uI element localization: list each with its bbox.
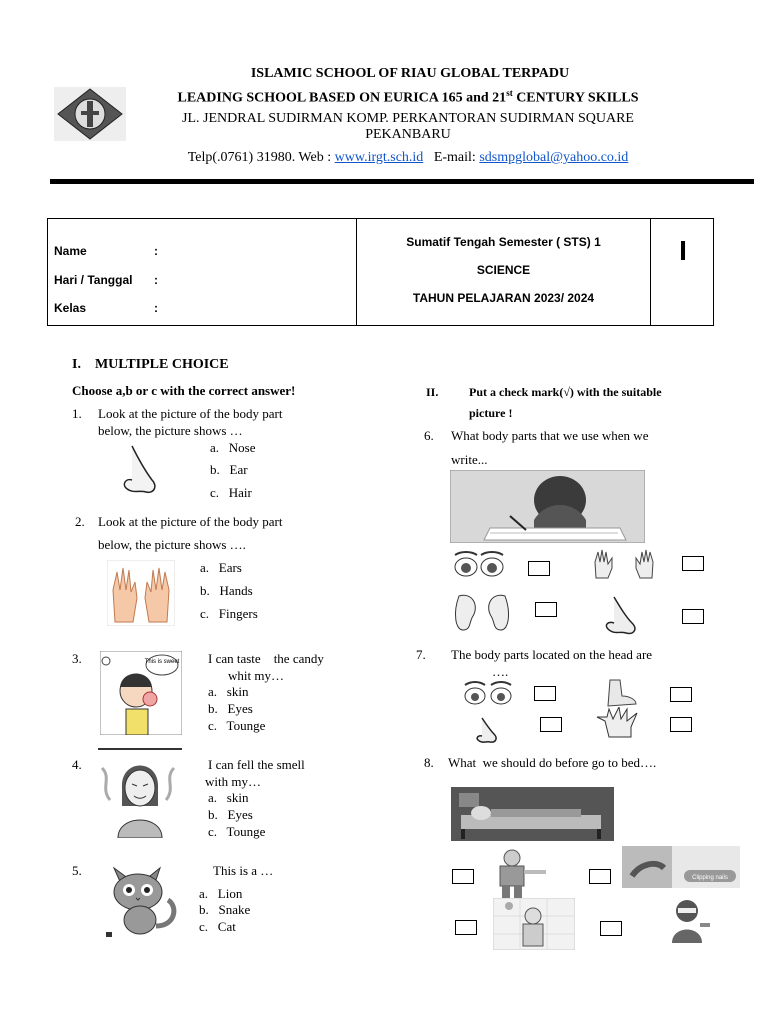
- q2-option-c[interactable]: c. Fingers: [200, 606, 258, 621]
- q1-number: 1.: [72, 406, 82, 421]
- q1-option-b[interactable]: b. Ear: [210, 462, 248, 477]
- class-label: Kelas: [54, 301, 87, 315]
- address-line1: JL. JENDRAL SUDIRMAN KOMP. PERKANTORAN SUDIRMAN SQUARE: [182, 111, 634, 126]
- q4-line2: with my…: [205, 774, 261, 789]
- email-label: E-mail:: [433, 150, 480, 165]
- section2-title-line2: picture !: [469, 406, 513, 420]
- nose-picture-7: [474, 716, 504, 746]
- q8-line1: What we should do before go to bed….: [448, 755, 657, 770]
- q7-checkbox-eyes[interactable]: [534, 686, 556, 701]
- q3-number: 3.: [72, 651, 82, 666]
- q4-option-c[interactable]: c. Tounge: [208, 824, 266, 839]
- subject-title: SCIENCE: [476, 263, 531, 277]
- q3-option-a[interactable]: a. skin: [208, 684, 249, 699]
- q5-option-a[interactable]: a. Lion: [199, 886, 243, 901]
- sleeping-picture: [451, 787, 614, 841]
- q6-line1: What body parts that we use when we: [451, 428, 649, 443]
- clipping-nails-label: Clipping nails: [692, 875, 728, 881]
- q1-option-c[interactable]: c. Hair: [210, 485, 252, 500]
- school-tagline: [120, 88, 696, 107]
- eyes-picture-7: [463, 680, 513, 710]
- q7-checkbox-foot[interactable]: [670, 687, 692, 702]
- q6-checkbox-ears[interactable]: [535, 602, 557, 617]
- tagline-main: LEADING SCHOOL BASED ON EURICA 165 and 21: [177, 90, 507, 106]
- q2-number: 2.: [75, 514, 85, 529]
- q1-line2: below, the picture shows …: [98, 423, 243, 438]
- q4-option-b[interactable]: b. Eyes: [208, 807, 253, 822]
- q3-option-b[interactable]: b. Eyes: [208, 701, 253, 716]
- name-label: Name: [54, 244, 87, 258]
- header-divider: [50, 179, 754, 184]
- section1-instruction: Choose a,b or c with the correct answer!: [72, 383, 296, 398]
- q1-line1: Look at the picture of the body part: [98, 406, 283, 421]
- girl-candy-picture: [100, 651, 182, 735]
- web-link[interactable]: www.irgt.sch.id: [334, 150, 424, 165]
- boy-shower-picture: [493, 898, 575, 950]
- tagline-end: CENTURY SKILLS: [512, 90, 639, 106]
- q5-option-b[interactable]: b. Snake: [199, 902, 251, 917]
- q2-option-a[interactable]: a. Ears: [200, 560, 242, 575]
- student-info-box: [47, 218, 714, 326]
- q6-number: 6.: [424, 428, 434, 443]
- boy-writing-picture: [450, 470, 645, 543]
- foot-picture-7: [602, 678, 638, 708]
- school-logo: [54, 87, 126, 141]
- name-colon: :: [154, 244, 158, 258]
- hands-picture: [107, 560, 175, 626]
- phone-text: Telp(.0761) 31980. Web :: [187, 150, 335, 165]
- nose-picture-6: [602, 595, 646, 637]
- q2-line2: below, the picture shows ….: [98, 537, 246, 552]
- clipping-nails-picture: [622, 846, 740, 888]
- smelling-girl-picture: [98, 748, 182, 838]
- tagline-sup: st: [506, 88, 513, 98]
- q3-line1: I can taste the candy: [208, 651, 324, 666]
- grade-label: I: [679, 235, 687, 266]
- exam-title: Sumatif Tengah Semester ( STS) 1: [406, 235, 601, 249]
- section1-title: I. MULTIPLE CHOICE: [72, 357, 229, 372]
- school-year: TAHUN PELAJARAN 2023/ 2024: [412, 291, 595, 305]
- class-colon: :: [154, 301, 158, 315]
- q2-line1: Look at the picture of the body part: [98, 514, 283, 529]
- ears-picture-6: [451, 592, 513, 634]
- boy-standing-picture: [480, 848, 552, 900]
- q7-number: 7.: [416, 647, 426, 662]
- q8-checkbox-1[interactable]: [452, 869, 474, 884]
- q8-checkbox-3[interactable]: [455, 920, 477, 935]
- q6-checkbox-hands[interactable]: [682, 556, 704, 571]
- q7-line2: ….: [492, 664, 509, 679]
- hands-picture-6: [592, 548, 656, 580]
- ninja-picture: [660, 897, 714, 943]
- contact-line: [120, 150, 696, 166]
- date-label: Hari / Tanggal: [54, 273, 133, 287]
- q2-option-b[interactable]: b. Hands: [200, 583, 253, 598]
- q7-checkbox-hand[interactable]: [670, 717, 692, 732]
- q4-line1: I can fell the smell: [208, 757, 305, 772]
- q4-number: 4.: [72, 757, 82, 772]
- speech-bubble-text: This is sweet: [144, 659, 180, 665]
- q8-checkbox-4[interactable]: [600, 921, 622, 936]
- q6-checkbox-eyes[interactable]: [528, 561, 550, 576]
- cat-picture: [104, 856, 184, 938]
- school-name: ISLAMIC SCHOOL OF RIAU GLOBAL TERPADU: [250, 66, 570, 81]
- q7-line1: The body parts located on the head are: [451, 647, 653, 662]
- date-colon: :: [154, 273, 158, 287]
- q8-checkbox-2[interactable]: [589, 869, 611, 884]
- q5-option-c[interactable]: c. Cat: [199, 919, 236, 934]
- section2-number: II.: [426, 385, 439, 399]
- nose-picture: [118, 444, 164, 496]
- q7-checkbox-nose[interactable]: [540, 717, 562, 732]
- eyes-picture-6: [453, 549, 505, 583]
- q3-line2: whit my…: [228, 668, 284, 683]
- q6-checkbox-nose[interactable]: [682, 609, 704, 624]
- q1-option-a[interactable]: a. Nose: [210, 440, 256, 455]
- q5-line1: This is a …: [213, 863, 274, 878]
- q5-number: 5.: [72, 863, 82, 878]
- email-link[interactable]: sdsmpglobal@yahoo.co.id: [479, 150, 629, 165]
- section2-title-line1: Put a check mark(√) with the suitable: [469, 385, 662, 399]
- q8-number: 8.: [424, 755, 434, 770]
- q3-option-c[interactable]: c. Tounge: [208, 718, 266, 733]
- q6-line2: write...: [451, 452, 488, 467]
- q4-option-a[interactable]: a. skin: [208, 790, 249, 805]
- address-line2: PEKANBARU: [365, 127, 451, 142]
- hand-picture-7: [595, 707, 647, 739]
